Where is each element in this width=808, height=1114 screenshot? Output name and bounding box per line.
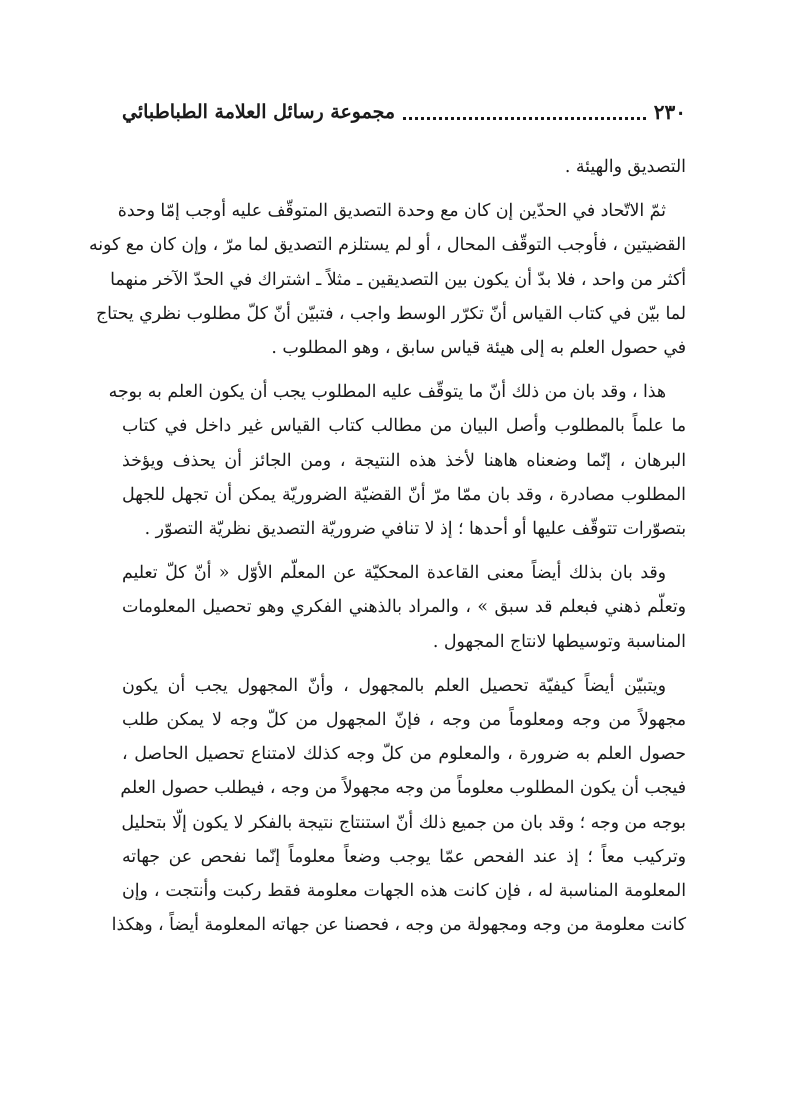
text-line: المطلوب مصادرة ، وقد بان ممّا مرّ أنّ القضيّة الضروريّة يمكن أن تجهل للجهل [122,484,686,505]
paragraph [122,556,686,659]
text-line: المعلومة المناسبة له ، فإن كانت هذه الجهات معلومة فقط ركبت وأنتجت ، وإن [122,881,686,902]
page-number: ٢٣٠ [653,100,686,124]
text-line: في حصول العلم به إلى هيئة قياس سابق ، وهو المطلوب . [271,338,686,359]
text-line: مجهولاً من وجه ومعلوماً من وجه ، فإنّ المجهول من كلّ وجه لا يمكن طلب [122,710,686,731]
book-title: مجموعة رسائل العلامة الطباطبائي [122,101,396,123]
paragraph [122,150,686,184]
text-line: التصديق والهيئة . [564,157,686,177]
text-line: وتركيب معاً ؛ إذ عند الفحص عمّا يوجب وضعاً معلوماً إنّما نفحص عن جهاته [122,846,686,867]
text-line: لما بيّن في كتاب القياس أنّ تكرّر الوسط واجب ، فتبيّن أنّ كلّ مطلوب نظري يحتاج [96,303,686,324]
paragraph [108,375,686,546]
paragraph [88,194,686,365]
text-line: حصول العلم به ضرورة ، والمعلوم من كلّ وجه كذلك لامتناع تحصيل الحاصل ، [122,744,686,765]
text-line: كانت معلومة من وجه ومجهولة من وجه ، فحصنا عن جهاته المعلومة أيضاً ، وهكذا [111,915,686,936]
text-line: بتصوّرات تتوقّف عليها أو أحدها ؛ إذ لا تنافي ضروريّة التصديق نظريّة التصوّر . [144,519,686,540]
text-line: ما علماً بالمطلوب وأصل البيان من مطالب كتاب القياس غير داخل في كتاب [122,416,686,437]
text-line: ثمّ الاتّحاد في الحدّين إن كان مع وحدة التصديق المتوقّف عليه أوجب إمّا وحدة [117,201,666,222]
text-line: المناسبة وتوسيطها لانتاج المجهول . [432,631,686,652]
text-line: أكثر من واحد ، فلا بدّ أن يكون بين التصديقين ـ مثلاً ـ اشتراك في الحدّ الآخر منهما [110,269,686,290]
text-line: وتعلّم ذهني فبعلم قد سبق » ، والمراد بالذهني الفكري وهو تحصيل المعلومات [122,597,686,618]
body-text [88,150,686,942]
text-line: البرهان ، إنّما وضعناه هاهنا لأخذ هذه النتيجة ، ومن الجائز أن يحذف ويؤخذ [122,450,686,471]
running-header [122,96,686,128]
text-line: ويتبيّن أيضاً كيفيّة تحصيل العلم بالمجهول ، وأنّ المجهول يجب أن يكون [122,675,666,696]
text-line: القضيتين ، فأوجب التوقّف المحال ، أو لم يستلزم التصديق لما مرّ ، وإن كان مع كونه [88,235,686,256]
text-line: بوجه من وجه ؛ وقد بان من جميع ذلك أنّ استنتاج نتيجة بالفكر لا يكون إلّا بتحليل [121,812,686,833]
text-line: فيجب أن يكون المطلوب معلوماً من وجه مجهولاً من وجه ، فيطلب حصول العلم [120,778,686,799]
paragraph [111,669,686,943]
text-line: وقد بان بذلك أيضاً معنى القاعدة المحكيّة عن المعلّم الأوّل « أنّ كلّ تعليم [122,563,666,584]
text-line: هذا ، وقد بان من ذلك أنّ ما يتوقّف عليه المطلوب يجب أن يكون العلم به بوجه [108,382,666,403]
header-dot-leader [403,113,646,120]
